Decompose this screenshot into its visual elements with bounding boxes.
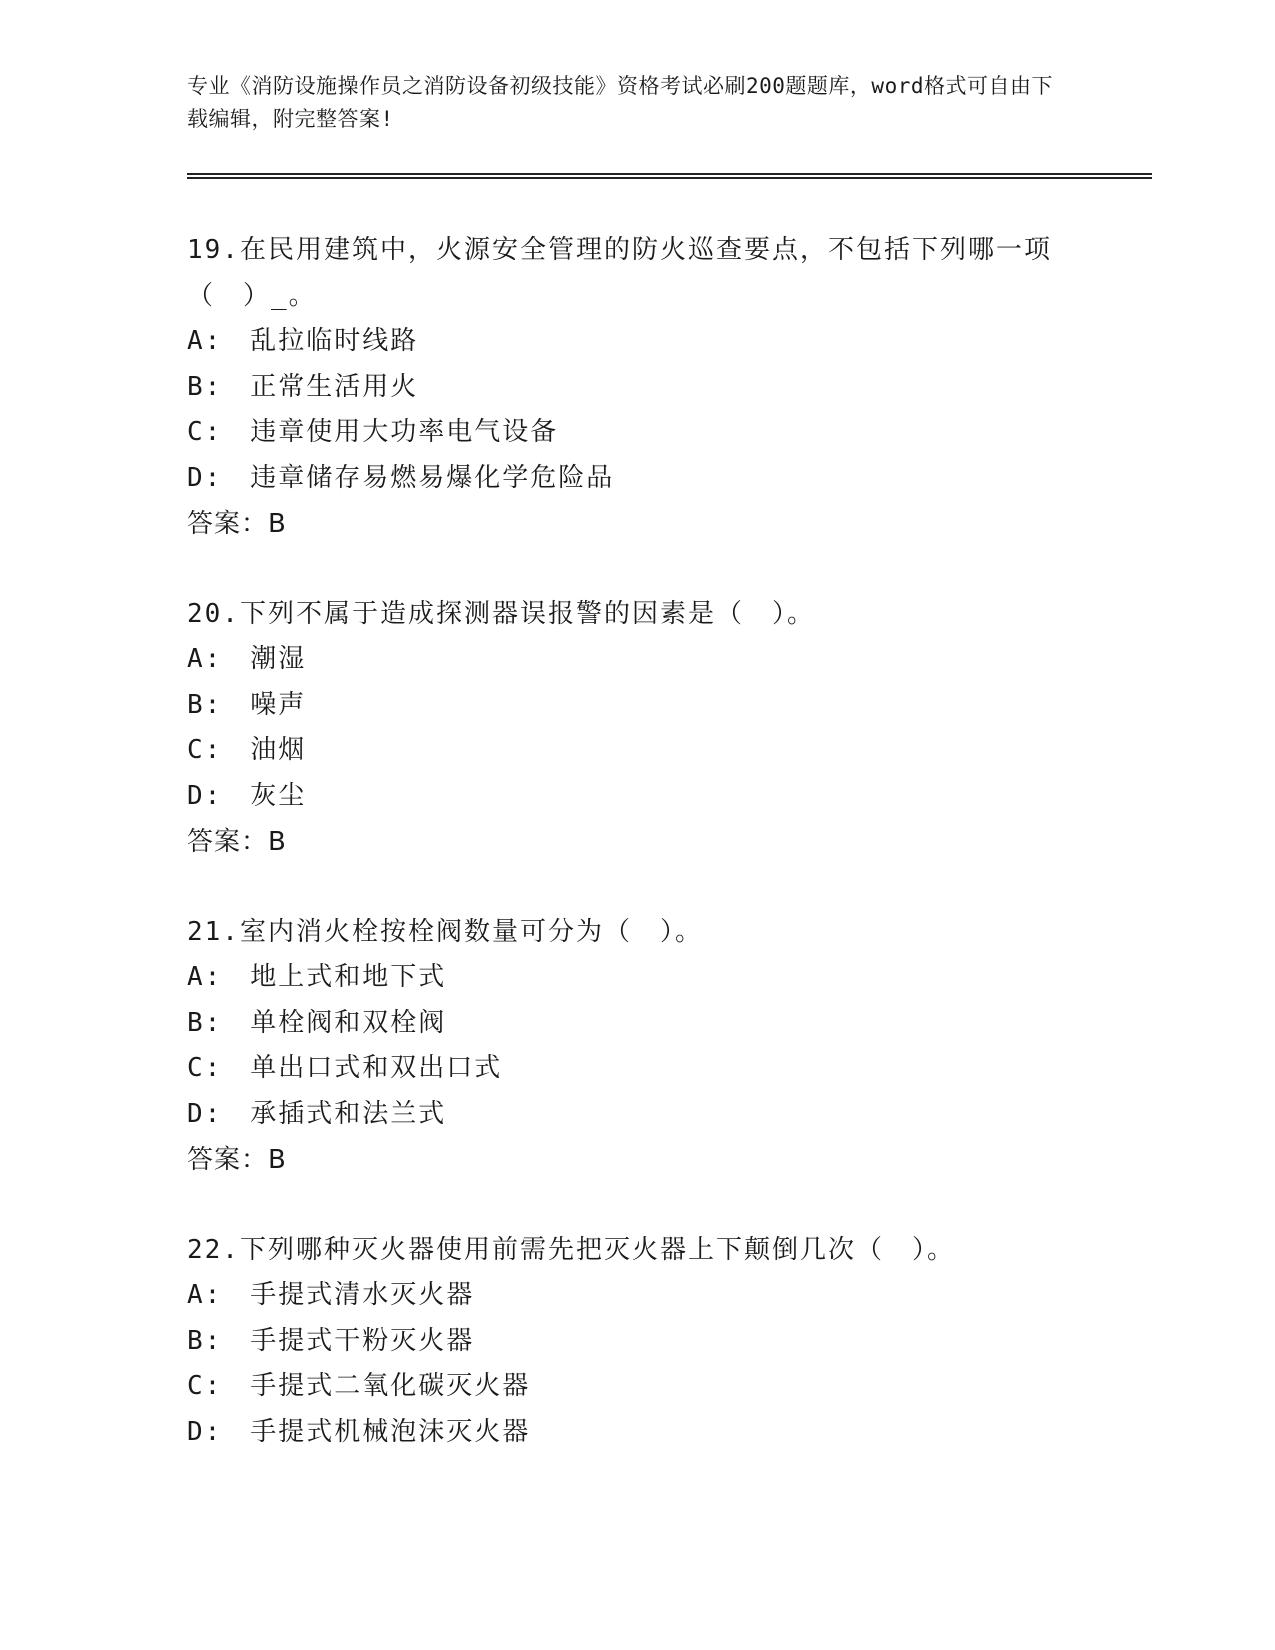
- option-d: D: 承插式和法兰式: [187, 1098, 447, 1129]
- option-c: C: 单出口式和双出口式: [187, 1053, 503, 1083]
- question-21: [187, 909, 1152, 1183]
- document-header: 专业《消防设施操作员之消防设备初级技能》资格考试必刷200题题库，word格式可自由下载编辑，附完整答案!: [187, 74, 1053, 131]
- option-c: C: 油烟: [187, 735, 307, 765]
- option-b: B: 手提式干粉灭火器: [187, 1325, 475, 1356]
- option-b: B: 单栓阀和双栓阀: [187, 1007, 447, 1038]
- option-b: B: 噪声: [187, 689, 307, 720]
- question-stem: 19.在民用建筑中，火源安全管理的防火巡查要点，不包括下列哪一项（ ）_。: [187, 235, 1052, 311]
- answer-text: 答案：B: [187, 1145, 287, 1175]
- option-c: C: 手提式二氧化碳灭火器: [187, 1371, 531, 1401]
- question-stem: 20.下列不属于造成探测器误报警的因素是（ ）。: [187, 599, 815, 629]
- question-19: [187, 227, 1152, 547]
- option-a: A: 手提式清水灭火器: [187, 1280, 475, 1310]
- document-page: [187, 70, 1152, 1455]
- answer-text: 答案：B: [187, 509, 287, 539]
- option-c: C: 违章使用大功率电气设备: [187, 417, 559, 447]
- option-a: A: 地上式和地下式: [187, 962, 447, 992]
- question-20: [187, 591, 1152, 865]
- question-stem: 21.室内消火栓按栓阀数量可分为（ ）。: [187, 917, 703, 947]
- question-22: [187, 1227, 1152, 1455]
- option-d: D: 灰尘: [187, 780, 307, 811]
- option-b: B: 正常生活用火: [187, 371, 419, 402]
- option-d: D: 手提式机械泡沫灭火器: [187, 1416, 531, 1447]
- option-a: A: 潮湿: [187, 644, 307, 674]
- option-a: A: 乱拉临时线路: [187, 326, 419, 356]
- option-d: D: 违章储存易燃易爆化学危险品: [187, 462, 615, 493]
- answer-text: 答案：B: [187, 827, 287, 857]
- question-stem: 22.下列哪种灭火器使用前需先把灭火器上下颠倒几次（ ）。: [187, 1235, 955, 1265]
